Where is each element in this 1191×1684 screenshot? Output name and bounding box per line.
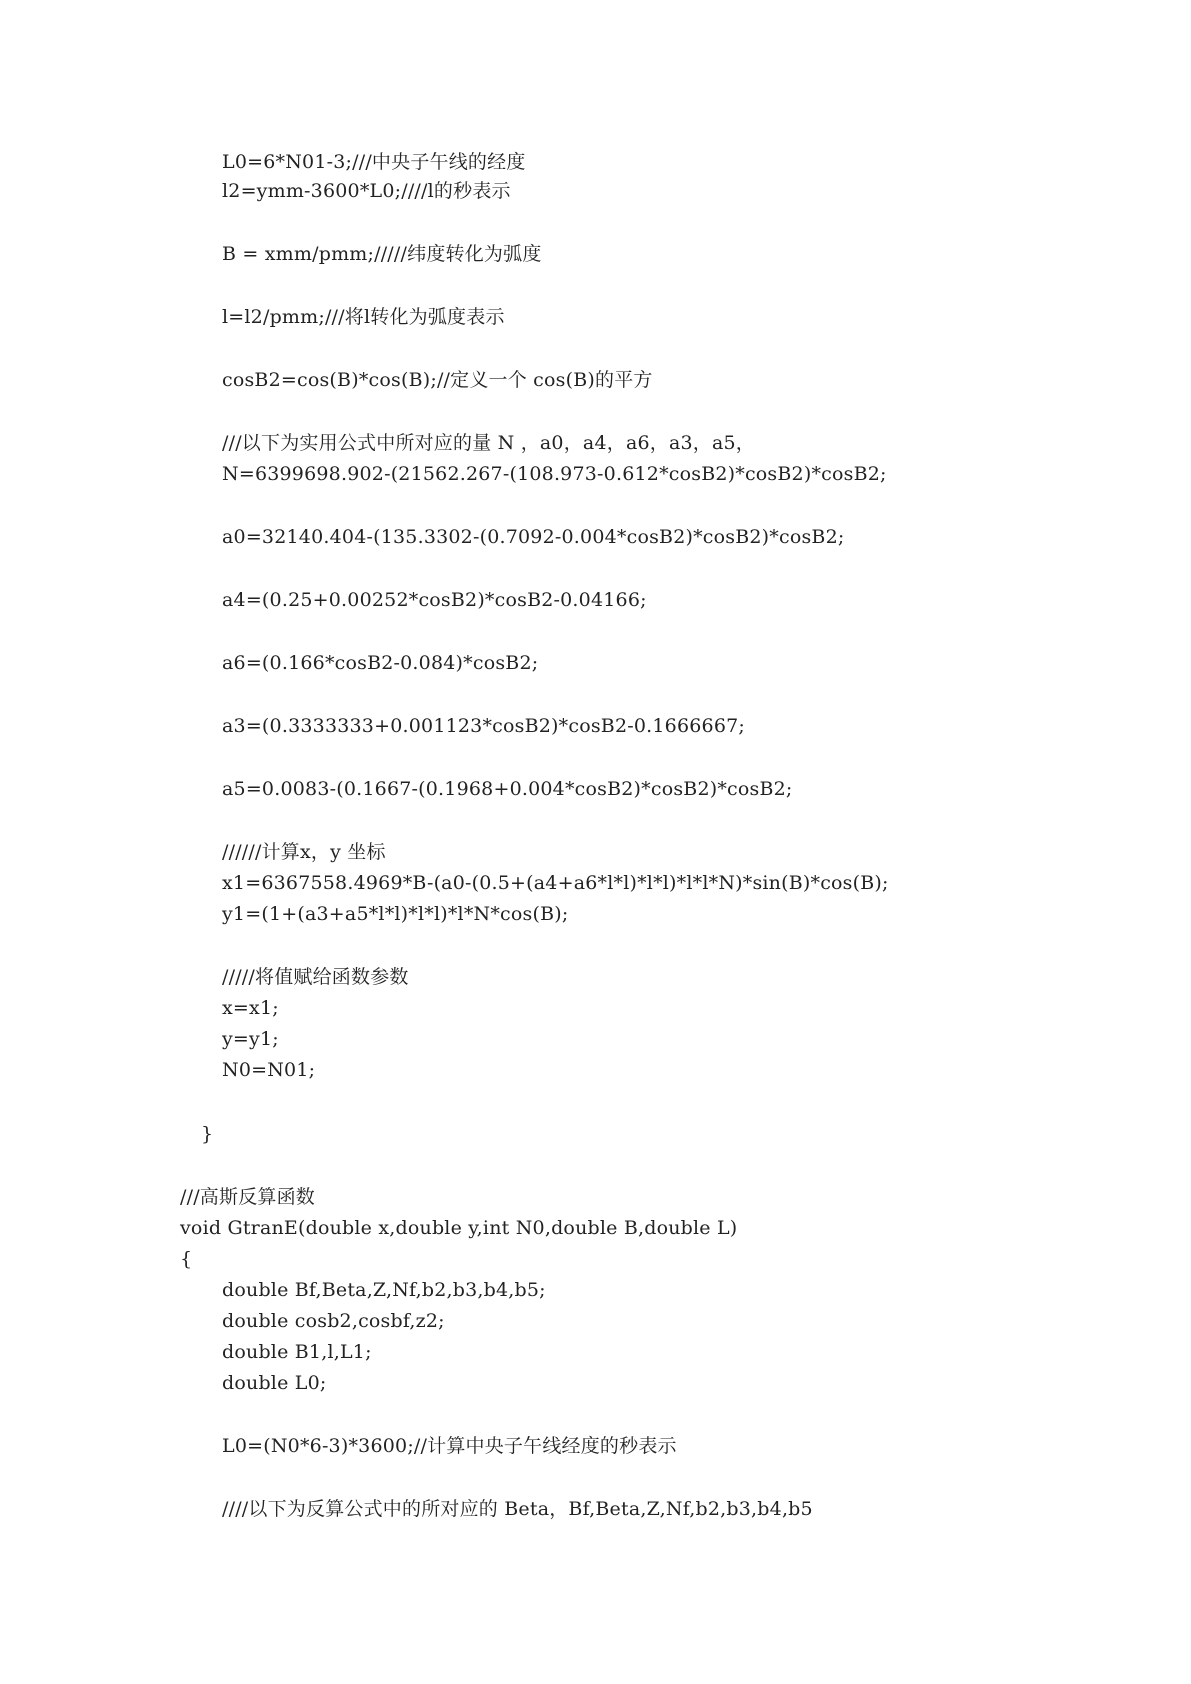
- code-line: double L0;: [222, 1372, 327, 1394]
- code-line: ///以下为实用公式中所对应的量 N ，a0，a4，a6，a3，a5，: [222, 432, 755, 454]
- code-line: /////将值赋给函数参数: [222, 966, 409, 988]
- closing-brace: }: [201, 1123, 214, 1145]
- code-line: l=l2/pmm;///将l转化为弧度表示: [222, 306, 505, 328]
- function-signature: void GtranE(double x,double y,int N0,double B,double L): [180, 1217, 738, 1239]
- code-line: //////计算x，y 坐标: [222, 841, 386, 863]
- code-line: L0=6*N01-3;///中央子午线的经度: [222, 151, 526, 173]
- code-line: y1=(1+(a3+a5*l*l)*l*l)*l*N*cos(B);: [222, 903, 569, 925]
- code-line: N0=N01;: [222, 1059, 316, 1081]
- code-line: cosB2=cos(B)*cos(B);//定义一个 cos(B)的平方: [222, 369, 653, 391]
- code-line: a5=0.0083-(0.1667-(0.1968+0.004*cosB2)*cosB2)*cosB2;: [222, 778, 793, 800]
- code-line: B = xmm/pmm;/////纬度转化为弧度: [222, 243, 542, 265]
- code-line: double cosb2,cosbf,z2;: [222, 1310, 445, 1332]
- code-line: a6=(0.166*cosB2-0.084)*cosB2;: [222, 652, 539, 674]
- code-line: a4=(0.25+0.00252*cosB2)*cosB2-0.04166;: [222, 589, 647, 611]
- code-line: double Bf,Beta,Z,Nf,b2,b3,b4,b5;: [222, 1279, 546, 1301]
- code-line: ////以下为反算公式中的所对应的 Beta，Bf,Beta,Z,Nf,b2,b3,b4,b5: [222, 1498, 813, 1520]
- code-line: N=6399698.902-(21562.267-(108.973-0.612*cosB2)*cosB2)*cosB2;: [222, 463, 887, 485]
- code-line: y=y1;: [222, 1028, 279, 1050]
- code-line: a3=(0.3333333+0.001123*cosB2)*cosB2-0.1666667;: [222, 715, 746, 737]
- code-line: double B1,l,L1;: [222, 1341, 372, 1363]
- section-comment: ///高斯反算函数: [180, 1186, 316, 1208]
- code-line: l2=ymm-3600*L0;////l的秒表示: [222, 180, 511, 202]
- code-line: a0=32140.404-(135.3302-(0.7092-0.004*cosB2)*cosB2)*cosB2;: [222, 526, 845, 548]
- opening-brace: {: [180, 1248, 193, 1270]
- code-line: x1=6367558.4969*B-(a0-(0.5+(a4+a6*l*l)*l*l)*l*l*N)*sin(B)*cos(B);: [222, 872, 889, 894]
- code-line: L0=(N0*6-3)*3600;//计算中央子午线经度的秒表示: [222, 1435, 677, 1457]
- code-line: x=x1;: [222, 997, 279, 1019]
